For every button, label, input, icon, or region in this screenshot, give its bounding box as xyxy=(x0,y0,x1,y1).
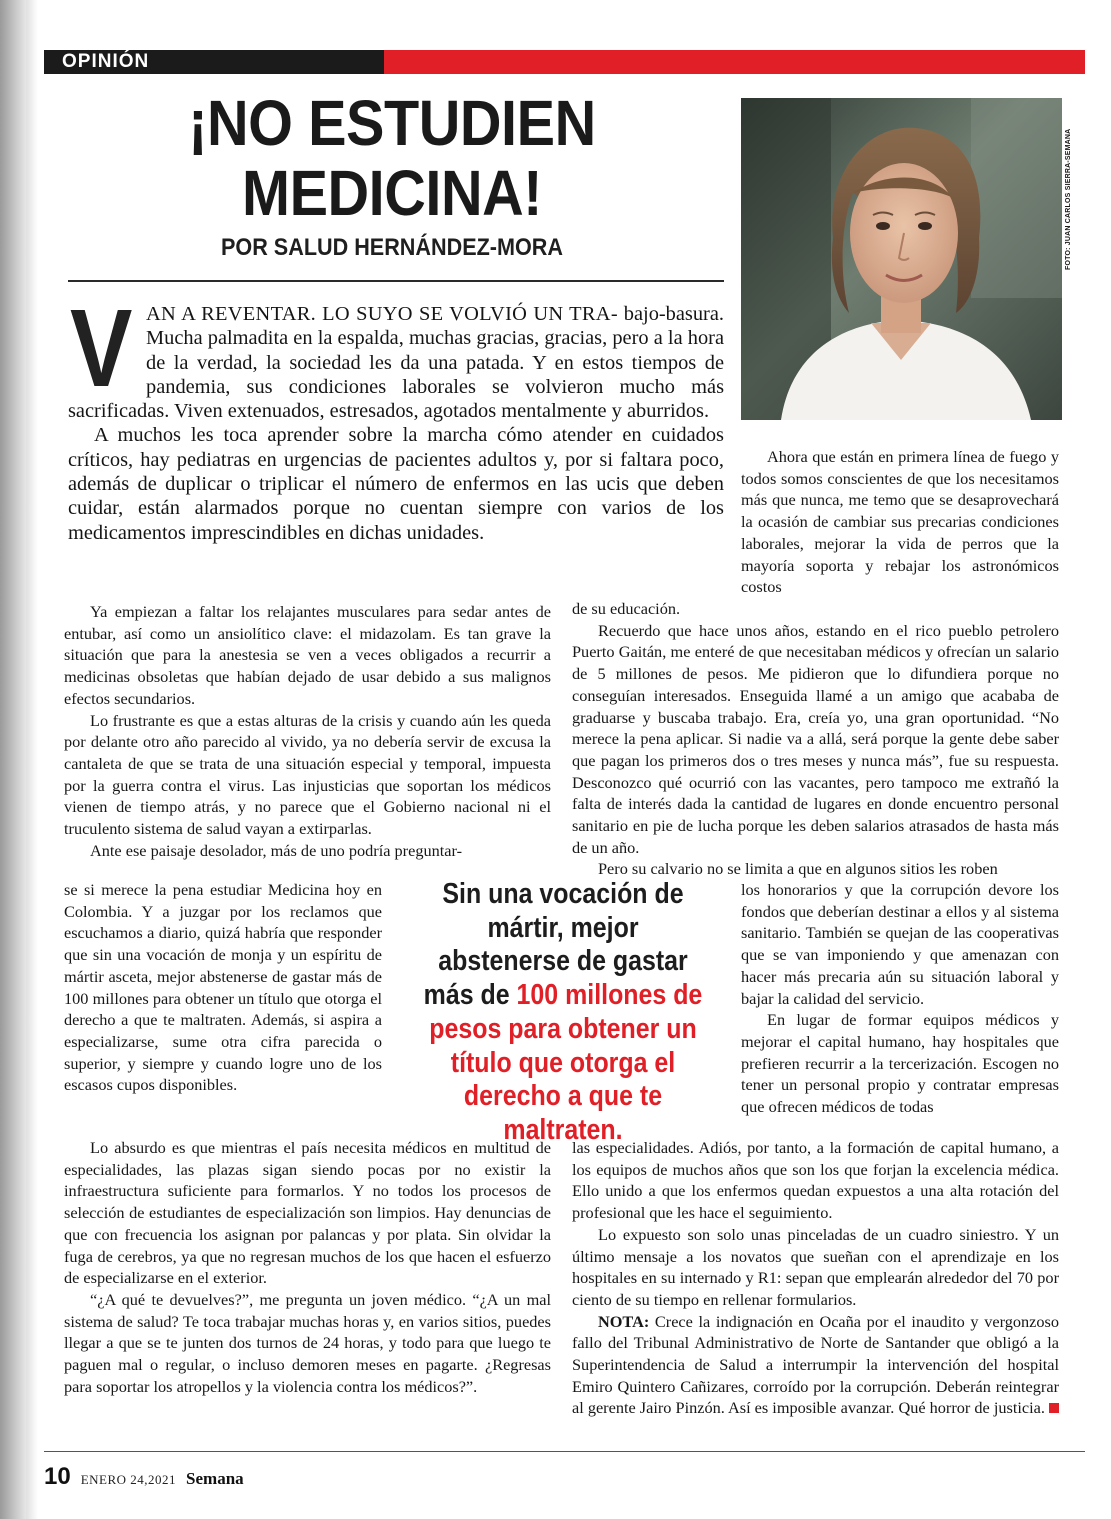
magazine-name: Semana xyxy=(186,1469,244,1488)
body-paragraph-9: Lo expuesto son solo unas pinceladas de un cuadro siniestro. Y un último mensaje a los novatos que sueñan con el aprendizaje en los hospitales en su internado y R1: sepan que emplearán alrededor del 70 por ciento de su tiempo en rellenar formularios. xyxy=(572,1224,1059,1309)
page-spine xyxy=(0,0,26,1519)
side-paragraph-1: Ahora que están en primera línea de fuego y todos somos conscientes de que los necesitamos más que nunca, me temo que se desaprovechará la ocasión de cambiar sus precarias condiciones laborales, mejorar la vida de perros que la mayoría soporta y rebajar los astronómicos costos xyxy=(741,447,1059,597)
body-paragraph-7-start: Pero su calvario no se limita a que en algunos sitios les roben xyxy=(598,859,998,879)
page-number: 10 xyxy=(44,1463,71,1490)
lead-paragraph-1-text: bajo-basura. Mucha palmadita en la espalda, muchas gracias, gracias, pero a la hora de la verdad, la sociedad les da una patada. Y en estos tiempos de pandemia, sus condiciones laborales se volvieron mucho más sacrificadas. Viven extenuados, estresados, agotados mentalmente y aburridos. xyxy=(68,303,724,423)
side-paragraph-1-cont: de su educación. xyxy=(572,599,681,618)
photo-credit: FOTO: JUAN CARLOS SIERRA-SEMANA xyxy=(1065,128,1072,270)
section-bar-red xyxy=(384,50,1085,74)
left-column-bottom xyxy=(64,1137,551,1397)
drop-cap: V xyxy=(70,287,133,410)
nota-label: NOTA: xyxy=(598,1311,650,1331)
nota-text: Crece la indignación en Ocaña por el inaudito y vergonzoso fallo del Tribunal Administrativo de Norte de Santander que obligó a la Superintendencia de Salud a interrumpir la intervención del hospital Emiro Quintero Cañizares, corroído por la corrupción. Deberán reintegrar al gerente Jairo Pinzón. Así es imposible avanzar. Qué horror de justicia. xyxy=(572,1311,1059,1418)
right-column-top xyxy=(572,598,1059,880)
spine-shadow xyxy=(26,0,38,1519)
body-paragraph-1: Ya empiezan a faltar los relajantes musculares para sedar antes de entubar, así como un ansiolítico clave: el midazolam. Es tan grave la situación que para la anestesia se ven a veces obligados a recurrir a medicinas obsoletas que habían dejado de usar debido a sus malignos efectos secundarios. xyxy=(64,602,551,708)
lead-caps: AN A REVENTAR. LO SUYO SE VOLVIÓ UN TRA- xyxy=(146,303,618,325)
right-column-middle xyxy=(741,879,1059,1118)
body-paragraph-4: Lo absurdo es que mientras el país necesita médicos en multitud de especialidades, las plazas sigan siendo pocas por no existir la infraestructura suficiente para formarlos. Y no todos los procesos de selección de estudiantes de especialización son limpios. Hay denuncias de que con frecuencia los asignan por palancas y por plata. Sin olvidar la fuga de cerebros, ya que no regresan muchos de los que hacen el esfuerzo de especializarse en el exterior. xyxy=(64,1138,551,1288)
body-paragraph-2: Lo frustrante es que a estas alturas de la crisis y cuando aún les queda por delante otro año parecido al vivido, ya no debería servir de excusa la cantaleta de que se trata de una situación especial y temporal, impuesta por la guerra contra el virus. Las injusticias que soportan los médicos vienen de tiempo atrás, y no parece que el Gobierno nacional ni el truculento sistema de salud vayan a extirparlas. xyxy=(64,710,551,839)
pull-quote xyxy=(423,878,703,1148)
end-mark-icon xyxy=(1049,1403,1059,1413)
body-paragraph-6: Recuerdo que hace unos años, estando en el rico pueblo petrolero Puerto Gaitán, me enteré de que necesitaban médicos y ofrecían un salario de 5 millones de pesos. Me pidieron que lo difundiera porque no conseguían interesados. Enseguida llamé a un amigo que acababa de graduarse y buscaba trabajo. Era, creía yo, una gran oportunidad. “No merece la pena aplicar. Si nadie va a allá, será porque la gente debe saber que pagan los primeros dos o tres meses y nunca más”, fue su respuesta. Desconozco qué ocurrió con las vacantes, pero tampoco me extrañó la falta de interés dada la cantidad de lugares en donde encuentro personal sanitario en pie de lucha porque les deben salarios atrasados de hasta más de un año. xyxy=(572,620,1059,857)
body-paragraph-5: “¿A qué te devuelves?”, me pregunta un joven médico. “¿A un mal sistema de salud? Te toca trabajar muchas horas y, en varios sitios, puedes llegar a que se te junten dos turnos de 24 horas, y todo para que luego te paguen mal o regular, o incluso demoren meses en pagarte. ¿Regresas para soportar los atropellos y la violencia contra los médicos?”. xyxy=(64,1289,551,1396)
body-paragraph-7-cont: los honorarios y que la corrupción devore los fondos que deberían destinar a ellos y al sistema sanitario. También se quejan de las cooperativas que se van imponiendo y que amenazan con hacer más precaria aún su situación laboral y bajar la calidad del servicio. xyxy=(741,880,1059,1008)
headline-rule xyxy=(68,280,724,282)
pull-quote-black: Sin una vocación de mártir, mejor abstenerse de gastar más de xyxy=(423,878,688,1012)
left-column-middle xyxy=(64,879,382,1096)
lead-paragraph-1 xyxy=(68,287,724,423)
lead-paragraph-2: A muchos les toca aprender sobre la marcha cómo atender en cuidados críticos, hay pediatras en urgencias de pacientes adultos y, por si faltara poco, además de duplicar o triplicar el número de enfermos en las ucis que deben cuidar, están alarmados porque no cuentan siempre con varios de los medicamentos imprescindibles en dichas unidades. xyxy=(68,424,724,544)
author-portrait-image xyxy=(741,98,1062,420)
article-byline: POR SALUD HERNÁNDEZ-MORA xyxy=(221,234,563,261)
nota-paragraph xyxy=(572,1311,1059,1420)
page-footer xyxy=(44,1463,244,1491)
headline-line-2: MEDICINA! xyxy=(242,157,542,229)
article-headline xyxy=(93,88,691,228)
right-column-bottom xyxy=(572,1137,1059,1419)
body-paragraph-8-start: En lugar de formar equipos médicos y mejorar el capital humano, hay hospitales que prefieren recurrir a la tercerización. Escogen no tener un personal propio y contratar empresas que ofrecen médicos de todas xyxy=(741,1010,1059,1117)
section-bar xyxy=(44,50,1085,74)
left-column-top xyxy=(64,601,551,861)
headline-line-1: ¡NO ESTUDIEN xyxy=(188,87,596,159)
issue-date: ENERO 24,2021 xyxy=(80,1472,177,1487)
pull-quote-red: 100 millones de pesos para obtener un título que otorga el derecho a que te maltraten. xyxy=(429,979,703,1146)
section-label: OPINIÓN xyxy=(62,51,150,72)
section-bar-black xyxy=(44,50,384,74)
body-paragraph-3-cont: se si merece la pena estudiar Medicina hoy en Colombia. Y a juzgar por los reclamos que escuchamos a diario, quizá habría que responder que sin una vocación de monja y un espíritu de mártir asceta, mejor abstenerse de gastar más de 100 millones para obtener un título que otorga el derecho a que te maltraten. Además, si aspira a especializarse, sume otra cifra parecida o superior, y siempre y cuando logre uno de los escasos cupos disponibles. xyxy=(64,880,382,1095)
footer-rule xyxy=(44,1451,1085,1452)
article-lead xyxy=(68,287,724,545)
right-side-column xyxy=(741,446,1059,598)
author-photo xyxy=(741,98,1062,420)
body-paragraph-8-cont: las especialidades. Adiós, por tanto, a la formación de capital humano, a los equipos de muchos años que son los que forjan la excelencia médica. Ello unido a que los enfermos quedan expuestos a una alta rotación del profesional que les hace el seguimiento. xyxy=(572,1138,1059,1223)
body-paragraph-3-start: Ante ese paisaje desolador, más de uno podría preguntar- xyxy=(90,840,463,860)
